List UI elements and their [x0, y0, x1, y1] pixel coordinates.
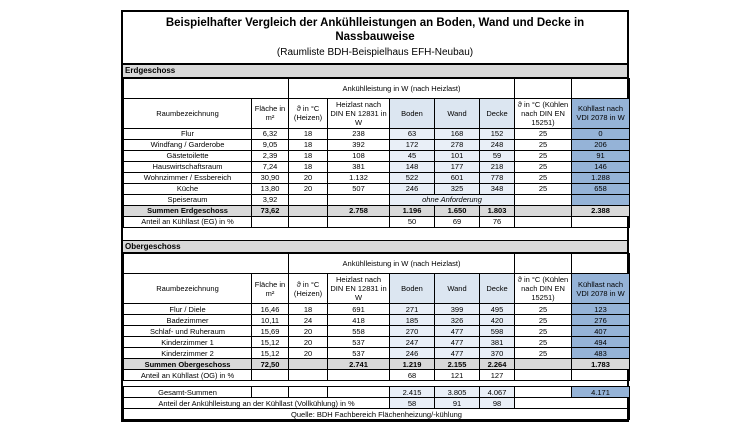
value-cell: 24	[289, 315, 328, 326]
value-cell	[289, 194, 328, 205]
room-cell: Schlaf- und Ruheraum	[124, 326, 252, 337]
value-cell: 2.388	[572, 205, 630, 216]
value-cell	[515, 194, 572, 205]
value-cell: 18	[289, 150, 328, 161]
value-cell	[328, 216, 390, 227]
value-cell: 778	[480, 172, 515, 183]
room-cell: Anteil an Kühllast (OG) in %	[124, 370, 252, 381]
sum-row	[124, 205, 630, 216]
share-row	[124, 216, 630, 227]
value-cell: 7,24	[252, 161, 289, 172]
total-kuehllast: 4.171	[572, 387, 630, 398]
value-cell: 152	[480, 128, 515, 139]
value-cell: 25	[515, 139, 572, 150]
room-cell: Kinderzimmer 1	[124, 337, 252, 348]
value-cell: 238	[328, 128, 390, 139]
value-cell: 1.803	[480, 205, 515, 216]
col-header-temp-heizen: ϑ in °C (Heizen)	[289, 98, 328, 128]
value-cell: 522	[390, 172, 435, 183]
value-cell: 3,92	[252, 194, 289, 205]
room-row	[124, 326, 630, 337]
value-cell: 246	[390, 183, 435, 194]
value-cell: 494	[572, 337, 630, 348]
empty-cell	[252, 387, 289, 398]
room-cell: Flur	[124, 128, 252, 139]
empty-cell	[515, 78, 572, 98]
col-header-raumbezeichnung: Raumbezeichnung	[124, 98, 252, 128]
col-header-flaeche: Fläche in m²	[252, 274, 289, 304]
room-cell: Summen Erdgeschoss	[124, 205, 252, 216]
col-header-boden: Boden	[390, 98, 435, 128]
empty-cell	[515, 398, 630, 409]
row-label: Gesamt-Summen	[124, 387, 252, 398]
value-cell: 558	[328, 326, 390, 337]
room-row	[124, 315, 630, 326]
value-cell: 25	[515, 161, 572, 172]
value-cell: 127	[480, 370, 515, 381]
value-cell	[515, 359, 572, 370]
value-cell: 477	[435, 348, 480, 359]
room-row	[124, 183, 630, 194]
value-cell: 20	[289, 337, 328, 348]
source-note: Quelle: BDH Fachbereich Flächenheizung/-kühlung	[124, 409, 630, 420]
value-cell	[572, 370, 630, 381]
value-cell: 0	[572, 128, 630, 139]
value-cell: 507	[328, 183, 390, 194]
value-cell: 326	[435, 315, 480, 326]
value-cell: 76	[480, 216, 515, 227]
value-cell: 483	[572, 348, 630, 359]
col-header-boden: Boden	[390, 274, 435, 304]
group-header-row	[124, 254, 630, 274]
value-cell: 2.155	[435, 359, 480, 370]
value-cell: 381	[328, 161, 390, 172]
empty-cell	[515, 254, 572, 274]
value-cell: 15,12	[252, 337, 289, 348]
room-row	[124, 161, 630, 172]
value-cell	[289, 205, 328, 216]
value-cell: 248	[480, 139, 515, 150]
value-cell: 325	[435, 183, 480, 194]
value-cell: 381	[480, 337, 515, 348]
empty-cell	[515, 387, 572, 398]
empty-cell	[328, 387, 390, 398]
col-header-decke: Decke	[480, 274, 515, 304]
value-cell: 278	[435, 139, 480, 150]
value-cell: 477	[435, 337, 480, 348]
column-header-row	[124, 98, 630, 128]
empty-cell	[572, 254, 630, 274]
col-header-wand: Wand	[435, 98, 480, 128]
value-cell: 148	[390, 161, 435, 172]
col-header-heizlast: Heizlast nach DIN EN 12831 in W	[328, 98, 390, 128]
value-cell: 20	[289, 326, 328, 337]
room-cell: Hauswirtschaftsraum	[124, 161, 252, 172]
value-cell: 370	[480, 348, 515, 359]
value-cell: 2.741	[328, 359, 390, 370]
empty-cell	[572, 78, 630, 98]
value-cell: 537	[328, 337, 390, 348]
room-cell: Wohnzimmer / Essbereich	[124, 172, 252, 183]
value-cell: 185	[390, 315, 435, 326]
title-block	[123, 12, 627, 65]
empty-cell	[124, 254, 289, 274]
value-cell: 15,12	[252, 348, 289, 359]
value-cell: 691	[328, 304, 390, 315]
value-cell: 601	[435, 172, 480, 183]
room-row	[124, 348, 630, 359]
value-cell: 348	[480, 183, 515, 194]
column-header-row	[124, 274, 630, 304]
room-row	[124, 172, 630, 183]
totals-table	[123, 386, 630, 420]
value-cell: 108	[328, 150, 390, 161]
value-cell: 25	[515, 315, 572, 326]
col-header-decke: Decke	[480, 98, 515, 128]
col-header-temp-kuehlen: ϑ in °C (Kühlen nach DIN EN 15251)	[515, 98, 572, 128]
value-cell: 25	[515, 348, 572, 359]
value-cell: 10,11	[252, 315, 289, 326]
value-cell	[289, 370, 328, 381]
value-cell: 91	[572, 150, 630, 161]
value-cell: 18	[289, 304, 328, 315]
value-cell	[252, 370, 289, 381]
value-cell: 68	[390, 370, 435, 381]
room-cell: Anteil an Kühllast (EG) in %	[124, 216, 252, 227]
source-row	[124, 409, 630, 420]
value-cell: 177	[435, 161, 480, 172]
share-wand: 91	[435, 398, 480, 409]
value-cell: 18	[289, 161, 328, 172]
value-cell: 73,62	[252, 205, 289, 216]
value-cell: 1.132	[328, 172, 390, 183]
value-cell: 206	[572, 139, 630, 150]
value-cell: 658	[572, 183, 630, 194]
value-cell	[515, 216, 572, 227]
col-header-raumbezeichnung: Raumbezeichnung	[124, 274, 252, 304]
value-cell: 477	[435, 326, 480, 337]
col-header-kuehllast: Kühllast nach VDI 2078 in W	[572, 98, 630, 128]
value-cell: 45	[390, 150, 435, 161]
value-cell: 146	[572, 161, 630, 172]
obergeschoss-table	[123, 253, 630, 381]
room-row	[124, 337, 630, 348]
room-cell: Kinderzimmer 2	[124, 348, 252, 359]
value-cell: 72,50	[252, 359, 289, 370]
total-boden: 2.415	[390, 387, 435, 398]
value-cell: 121	[435, 370, 480, 381]
value-cell	[289, 359, 328, 370]
col-header-temp-kuehlen: ϑ in °C (Kühlen nach DIN EN 15251)	[515, 274, 572, 304]
empty-cell	[124, 78, 289, 98]
value-cell: 399	[435, 304, 480, 315]
room-cell: Badezimmer	[124, 315, 252, 326]
value-cell: 1.650	[435, 205, 480, 216]
value-cell	[572, 194, 630, 205]
value-cell: 1.783	[572, 359, 630, 370]
room-cell: Windfang / Garderobe	[124, 139, 252, 150]
value-cell	[289, 216, 328, 227]
col-header-flaeche: Fläche in m²	[252, 98, 289, 128]
page-title: Beispielhafter Vergleich der Ankühlleistungen an Boden, Wand und Decke in Nassbauweise	[165, 17, 585, 44]
value-cell	[515, 205, 572, 216]
value-cell: 2.264	[480, 359, 515, 370]
value-cell: 2,39	[252, 150, 289, 161]
value-cell: 276	[572, 315, 630, 326]
value-cell: 1.219	[390, 359, 435, 370]
value-cell: 271	[390, 304, 435, 315]
value-cell	[515, 370, 572, 381]
value-cell: 15,69	[252, 326, 289, 337]
value-cell: 20	[289, 172, 328, 183]
table-frame	[121, 10, 629, 422]
value-cell: 246	[390, 348, 435, 359]
value-cell: 13,80	[252, 183, 289, 194]
room-cell: Flur / Diele	[124, 304, 252, 315]
section-gap	[123, 228, 627, 240]
value-cell: 9,05	[252, 139, 289, 150]
value-cell: 168	[435, 128, 480, 139]
value-cell	[572, 216, 630, 227]
value-cell: 270	[390, 326, 435, 337]
value-cell: 25	[515, 150, 572, 161]
value-cell: 537	[328, 348, 390, 359]
value-cell: 25	[515, 326, 572, 337]
value-cell: 20	[289, 183, 328, 194]
value-cell: 420	[480, 315, 515, 326]
value-cell: 25	[515, 128, 572, 139]
value-cell: 1.288	[572, 172, 630, 183]
value-cell	[328, 370, 390, 381]
value-cell: 598	[480, 326, 515, 337]
value-cell: 18	[289, 139, 328, 150]
room-cell: Gästetoilette	[124, 150, 252, 161]
value-cell: 16,46	[252, 304, 289, 315]
section-header-erdgeschoss: Erdgeschoss	[123, 65, 627, 78]
sum-row	[124, 359, 630, 370]
value-cell: 20	[289, 348, 328, 359]
col-header-kuehllast: Kühllast nach VDI 2078 in W	[572, 274, 630, 304]
room-row	[124, 139, 630, 150]
value-cell: 50	[390, 216, 435, 227]
value-cell: 407	[572, 326, 630, 337]
share-boden: 58	[390, 398, 435, 409]
room-cell: Küche	[124, 183, 252, 194]
page-subtitle: (Raumliste BDH-Beispielhaus EFH-Neubau)	[276, 46, 474, 58]
col-header-wand: Wand	[435, 274, 480, 304]
group-header-row	[124, 78, 630, 98]
value-cell: 63	[390, 128, 435, 139]
value-cell: 25	[515, 183, 572, 194]
value-cell: 30,90	[252, 172, 289, 183]
value-cell: 247	[390, 337, 435, 348]
value-cell: 2.758	[328, 205, 390, 216]
value-cell: 25	[515, 337, 572, 348]
value-cell: 392	[328, 139, 390, 150]
room-row	[124, 150, 630, 161]
grand-total-row	[124, 387, 630, 398]
value-cell: 418	[328, 315, 390, 326]
col-header-temp-heizen: ϑ in °C (Heizen)	[289, 274, 328, 304]
share-decke: 98	[480, 398, 515, 409]
col-header-heizlast: Heizlast nach DIN EN 12831 in W	[328, 274, 390, 304]
total-decke: 4.067	[480, 387, 515, 398]
section-header-obergeschoss: Obergeschoss	[123, 240, 627, 254]
room-cell: Speiseraum	[124, 194, 252, 205]
share-row	[124, 370, 630, 381]
no-requirement-row	[124, 194, 630, 205]
total-wand: 3.805	[435, 387, 480, 398]
no-requirement-cell: ohne Anforderung	[390, 194, 515, 205]
erdgeschoss-table	[123, 78, 630, 228]
value-cell: 101	[435, 150, 480, 161]
value-cell: 218	[480, 161, 515, 172]
room-row	[124, 304, 630, 315]
value-cell: 25	[515, 304, 572, 315]
value-cell: 495	[480, 304, 515, 315]
value-cell: 25	[515, 172, 572, 183]
room-row	[124, 128, 630, 139]
value-cell: 1.196	[390, 205, 435, 216]
room-cell: Summen Obergeschoss	[124, 359, 252, 370]
value-cell: 123	[572, 304, 630, 315]
row-label: Anteil der Ankühlleistung an der Kühllast (Vollkühlung) in %	[124, 398, 390, 409]
value-cell: 6,32	[252, 128, 289, 139]
value-cell: 59	[480, 150, 515, 161]
value-cell: 18	[289, 128, 328, 139]
value-cell: 69	[435, 216, 480, 227]
group-header-cell: Ankühlleistung in W (nach Heizlast)	[289, 78, 515, 98]
group-header-cell: Ankühlleistung in W (nach Heizlast)	[289, 254, 515, 274]
value-cell	[252, 216, 289, 227]
empty-cell	[289, 387, 328, 398]
value-cell: 172	[390, 139, 435, 150]
value-cell	[328, 194, 390, 205]
total-share-row	[124, 398, 630, 409]
